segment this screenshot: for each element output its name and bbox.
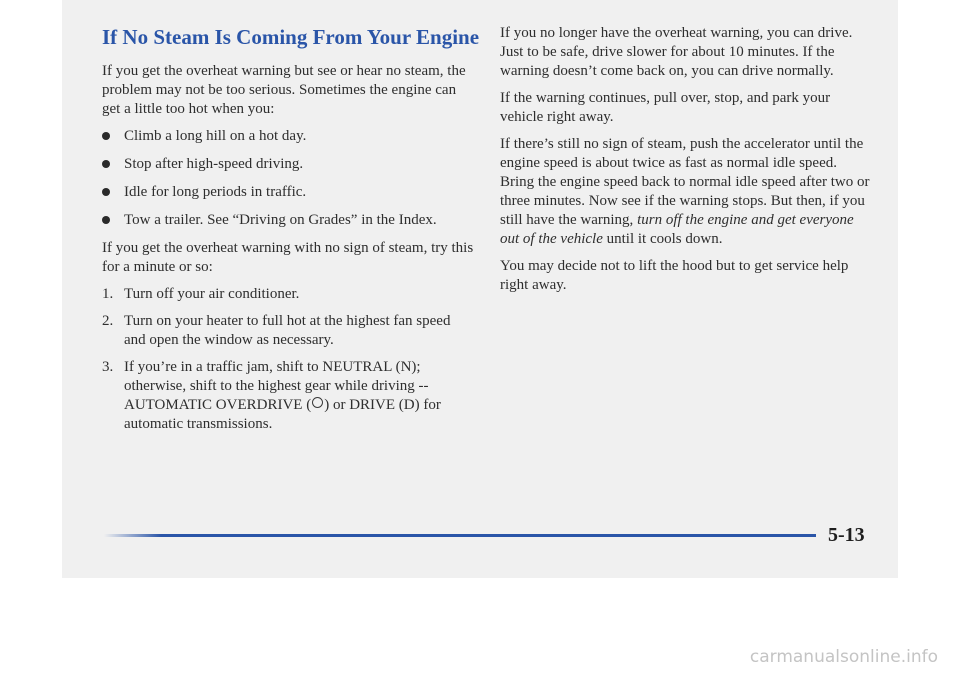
right-column — [500, 24, 872, 303]
footer-rule — [104, 534, 816, 537]
list-item: Tow a trailer. See “Driving on Grades” in the Index. — [102, 211, 474, 230]
watermark: carmanualsonline.info — [749, 647, 938, 667]
paragraph-warning-continues: If the warning continues, pull over, stop, and park your vehicle right away. — [500, 90, 831, 125]
step-item — [102, 312, 474, 350]
left-column — [102, 24, 480, 442]
step-item — [102, 285, 474, 304]
section-heading: If No Steam Is Coming From Your Engine — [102, 25, 480, 49]
bullet-icon — [102, 160, 110, 168]
bullet-icon — [102, 216, 110, 224]
step-text: Turn on your heater to full hot at the highest fan speed and open the window as necessary. — [124, 313, 451, 348]
paragraph-service-help: You may decide not to lift the hood but to get service help right away. — [500, 258, 849, 293]
conditions-list — [102, 127, 474, 230]
step-number: 3. — [102, 359, 114, 375]
intro-paragraph: If you get the overheat warning but see or hear no steam, the problem may not be too serious. Sometimes the engine can get a little too hot when you: — [102, 63, 466, 117]
steps-intro-paragraph: If you get the overheat warning with no sign of steam, try this for a minute or so: — [102, 240, 474, 275]
step-number: 1. — [102, 286, 114, 302]
paragraph-no-steam: If there’s still no sign of steam, push the accelerator until the engine speed is about twice as fast as normal idle speed. Bring the engine speed back to normal idle speed after two or three minutes. Now see if the warning stops. But then, if you still have the warning, turn off the engine and get everyone out of the vehicle until it cools down. — [500, 136, 870, 247]
step-text: Turn off your air conditioner. — [124, 286, 300, 302]
paragraph-no-warning: If you no longer have the overheat warning, you can drive. Just to be safe, drive slower for about 10 minutes. If the warning doesn’t come back on, you can drive normally. — [500, 25, 853, 79]
list-item: Idle for long periods in traffic. — [102, 183, 474, 202]
step-item — [102, 358, 474, 434]
overdrive-circle-icon — [312, 397, 323, 408]
emphasis-text: turn off the engine and get everyone out of the vehicle — [500, 212, 854, 247]
bullet-icon — [102, 188, 110, 196]
steps-list — [102, 285, 474, 434]
step-text-start: If you’re in a traffic jam, shift to NEUTRAL (N); otherwise, shift to the highest gear while driving -- AUTOMATIC OVERDRIVE ( — [124, 359, 429, 413]
list-item: Stop after high-speed driving. — [102, 155, 474, 174]
step-number: 2. — [102, 313, 114, 329]
step-text-end: ) or DRIVE (D) for automatic transmissions. — [124, 397, 441, 432]
bullet-icon — [102, 132, 110, 140]
list-item: Climb a long hill on a hot day. — [102, 127, 474, 146]
page-number: 5-13 — [828, 524, 865, 546]
